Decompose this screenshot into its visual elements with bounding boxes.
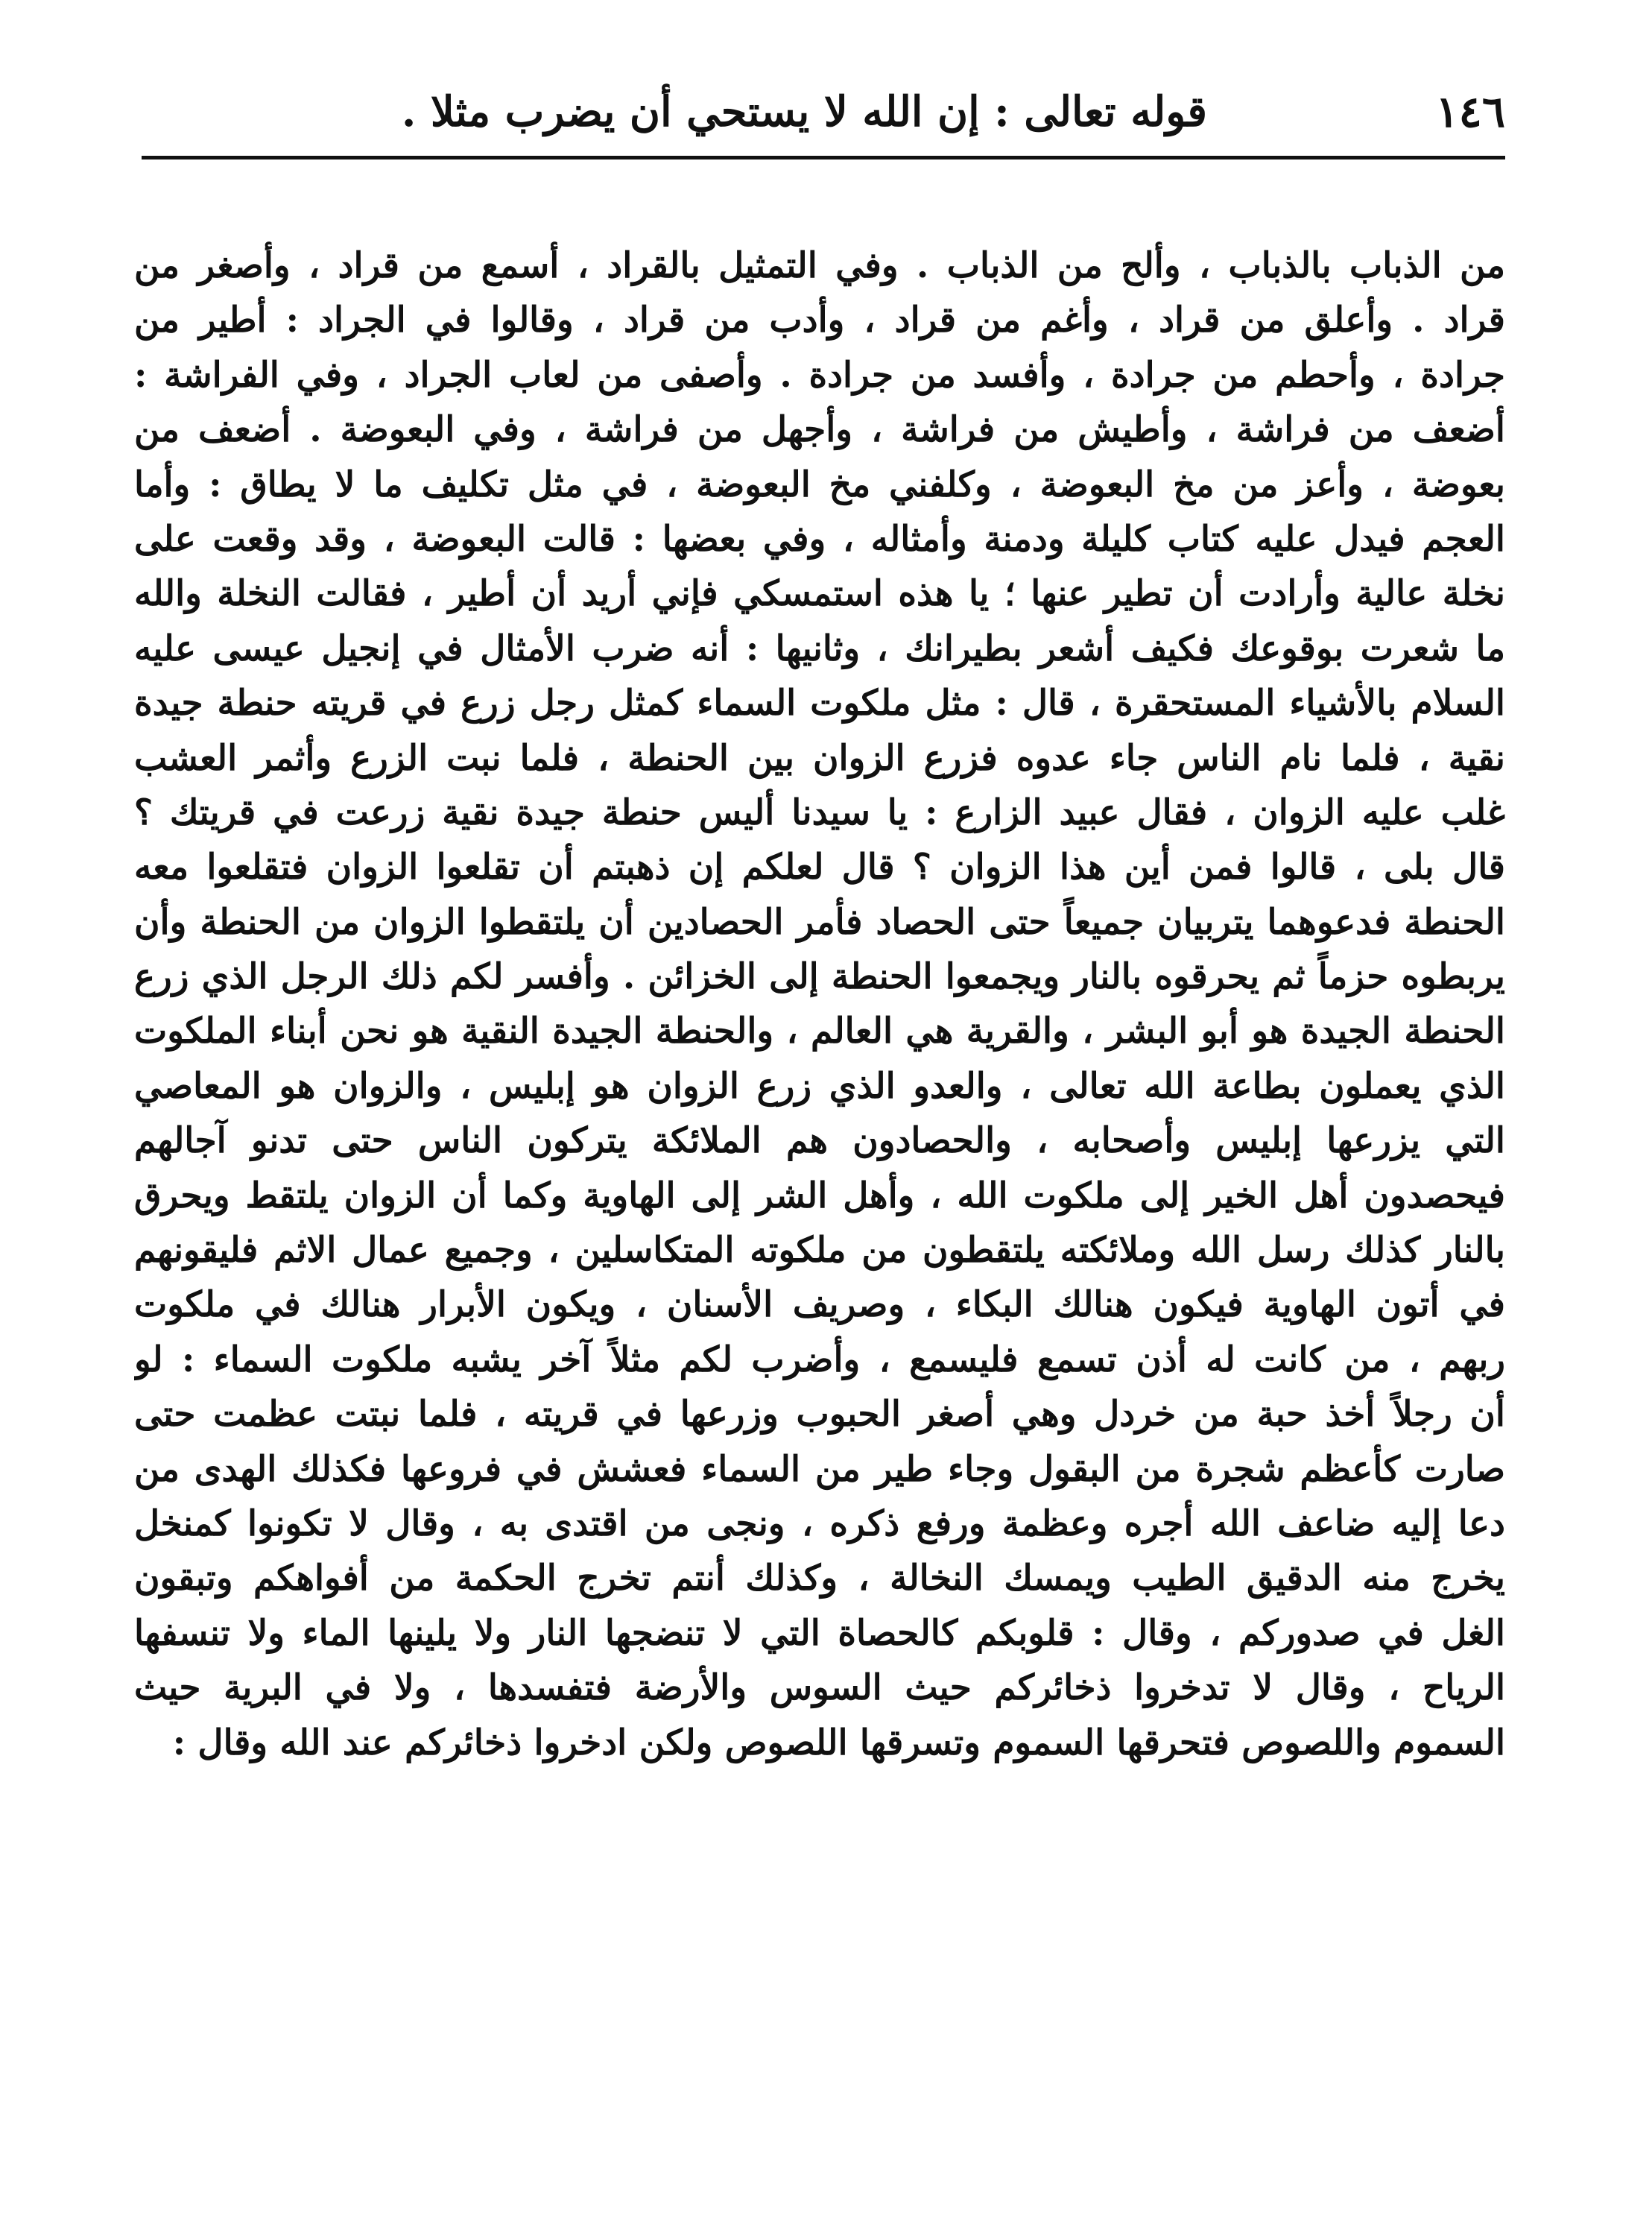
text-line: الحنطة فدعوهما يتربيان جميعاً حتى الحصاد فأمر الحصادين أن يلتقطوا الزوان من الحنطة وأن xyxy=(134,901,1505,943)
text-line: الرياح ، وقال لا تدخروا ذخائركم حيث السوس والأرضة فتفسدها ، ولا في البرية حيث xyxy=(134,1667,1505,1709)
text-line: قراد . وأعلق من قراد ، وأغم من قراد ، وأدب من قراد ، وقالوا في الجراد : أطير من xyxy=(134,300,1505,341)
page-header xyxy=(142,63,1505,153)
text-line: السلام بالأشياء المستحقرة ، قال : مثل ملكوت السماء كمثل رجل زرع في قريته حنطة جيدة xyxy=(134,683,1505,724)
text-line: في أتون الهاوية فيكون هنالك البكاء ، وصريف الأسنان ، ويكون الأبرار هنالك في ملكوت xyxy=(134,1284,1505,1326)
text-line: بعوضة ، وأعز من مخ البعوضة ، وكلفني مخ البعوضة ، في مثل تكليف ما لا يطاق : وأما xyxy=(134,464,1505,505)
page-number: ١٤٦ xyxy=(1435,86,1505,137)
text-line: جرادة ، وأحطم من جرادة ، وأفسد من جرادة . وأصفى من لعاب الجراد ، وفي الفراشة : xyxy=(134,354,1505,396)
text-line: الذي يعملون بطاعة الله تعالى ، والعدو الذي زرع الزوان هو إبليس ، والزوان هو المعاصي xyxy=(134,1065,1505,1107)
text-line: يخرج منه الدقيق الطيب ويمسك النخالة ، وكذلك أنتم تخرج الحكمة من أفواهكم وتبقون xyxy=(134,1558,1505,1599)
text-line: ما شعرت بوقوعك فكيف أشعر بطيرانك ، وثانيها : أنه ضرب الأمثال في إنجيل عيسى عليه xyxy=(134,628,1505,669)
text-line: نخلة عالية وأرادت أن تطير عنها ؛ يا هذه استمسكي فإني أريد أن أطير ، فقالت النخلة والله xyxy=(134,573,1505,615)
text-line: السموم واللصوص فتحرقها السموم وتسرقها اللصوص ولكن ادخروا ذخائركم عند الله وقال : xyxy=(172,1722,1505,1763)
text-line: الحنطة الجيدة هو أبو البشر ، والقرية هي العالم ، والحنطة الجيدة النقية هو نحن أبناء الملكوت xyxy=(134,1011,1505,1052)
running-title: قوله تعالى : إن الله لا يستحي أن يضرب مثلا . xyxy=(401,87,1207,136)
text-line: الغل في صدوركم ، وقال : قلوبكم كالحصاة التي لا تنضجها النار ولا يلينها الماء ولا تنسفها xyxy=(134,1612,1505,1654)
text-line: يربطوه حزماً ثم يحرقوه بالنار ويجمعوا الحنطة إلى الخزائن . وأفسر لكم ذلك الرجل الذي زرع xyxy=(134,956,1505,998)
text-line: أن رجلاً أخذ حبة من خردل وهي أصغر الحبوب وزرعها في قريته ، فلما نبتت عظمت حتى xyxy=(134,1394,1505,1435)
text-line: صارت كأعظم شجرة من البقول وجاء طير من السماء فعشش في فروعها فكذلك الهدى من xyxy=(134,1448,1505,1490)
text-line: دعا إليه ضاعف الله أجره وعظمة ورفع ذكره ، ونجى من اقتدى به ، وقال لا تكونوا كمنخل xyxy=(134,1503,1505,1544)
body-text xyxy=(134,238,1505,1770)
text-line: نقية ، فلما نام الناس جاء عدوه فزرع الزوان بين الحنطة ، فلما نبت الزرع وأثمر العشب xyxy=(134,737,1505,779)
header-rule xyxy=(142,156,1505,159)
text-line: التي يزرعها إبليس وأصحابه ، والحصادون هم الملائكة يتركون الناس حتى تدنو آجالهم xyxy=(134,1120,1505,1162)
text-line: من الذباب بالذباب ، وألح من الذباب . وفي التمثيل بالقراد ، أسمع من قراد ، وأصغر من xyxy=(134,245,1505,286)
text-line: أضعف من فراشة ، وأطيش من فراشة ، وأجهل من فراشة ، وفي البعوضة . أضعف من xyxy=(134,409,1505,451)
text-line: بالنار كذلك رسل الله وملائكته يلتقطون من ملكوته المتكاسلين ، وجميع عمال الاثم فليقونهم xyxy=(134,1230,1505,1271)
text-line: قال بلى ، قالوا فمن أين هذا الزوان ؟ قال لعلكم إن ذهبتم أن تقلعوا الزوان فتقلعوا معه xyxy=(134,847,1505,888)
text-line: فيحصدون أهل الخير إلى ملكوت الله ، وأهل الشر إلى الهاوية وكما أن الزوان يلتقط ويحرق xyxy=(134,1175,1505,1216)
text-line: غلب عليه الزوان ، فقال عبيد الزارع : يا سيدنا أليس حنطة جيدة نقية زرعت في قريتك ؟ xyxy=(134,792,1505,833)
text-line: العجم فيدل عليه كتاب كليلة ودمنة وأمثاله ، وفي بعضها : قالت البعوضة ، وقد وقعت على xyxy=(134,518,1505,560)
text-line: ربهم ، من كانت له أذن تسمع فليسمع ، وأضرب لكم مثلاً آخر يشبه ملكوت السماء : لو xyxy=(134,1339,1505,1380)
